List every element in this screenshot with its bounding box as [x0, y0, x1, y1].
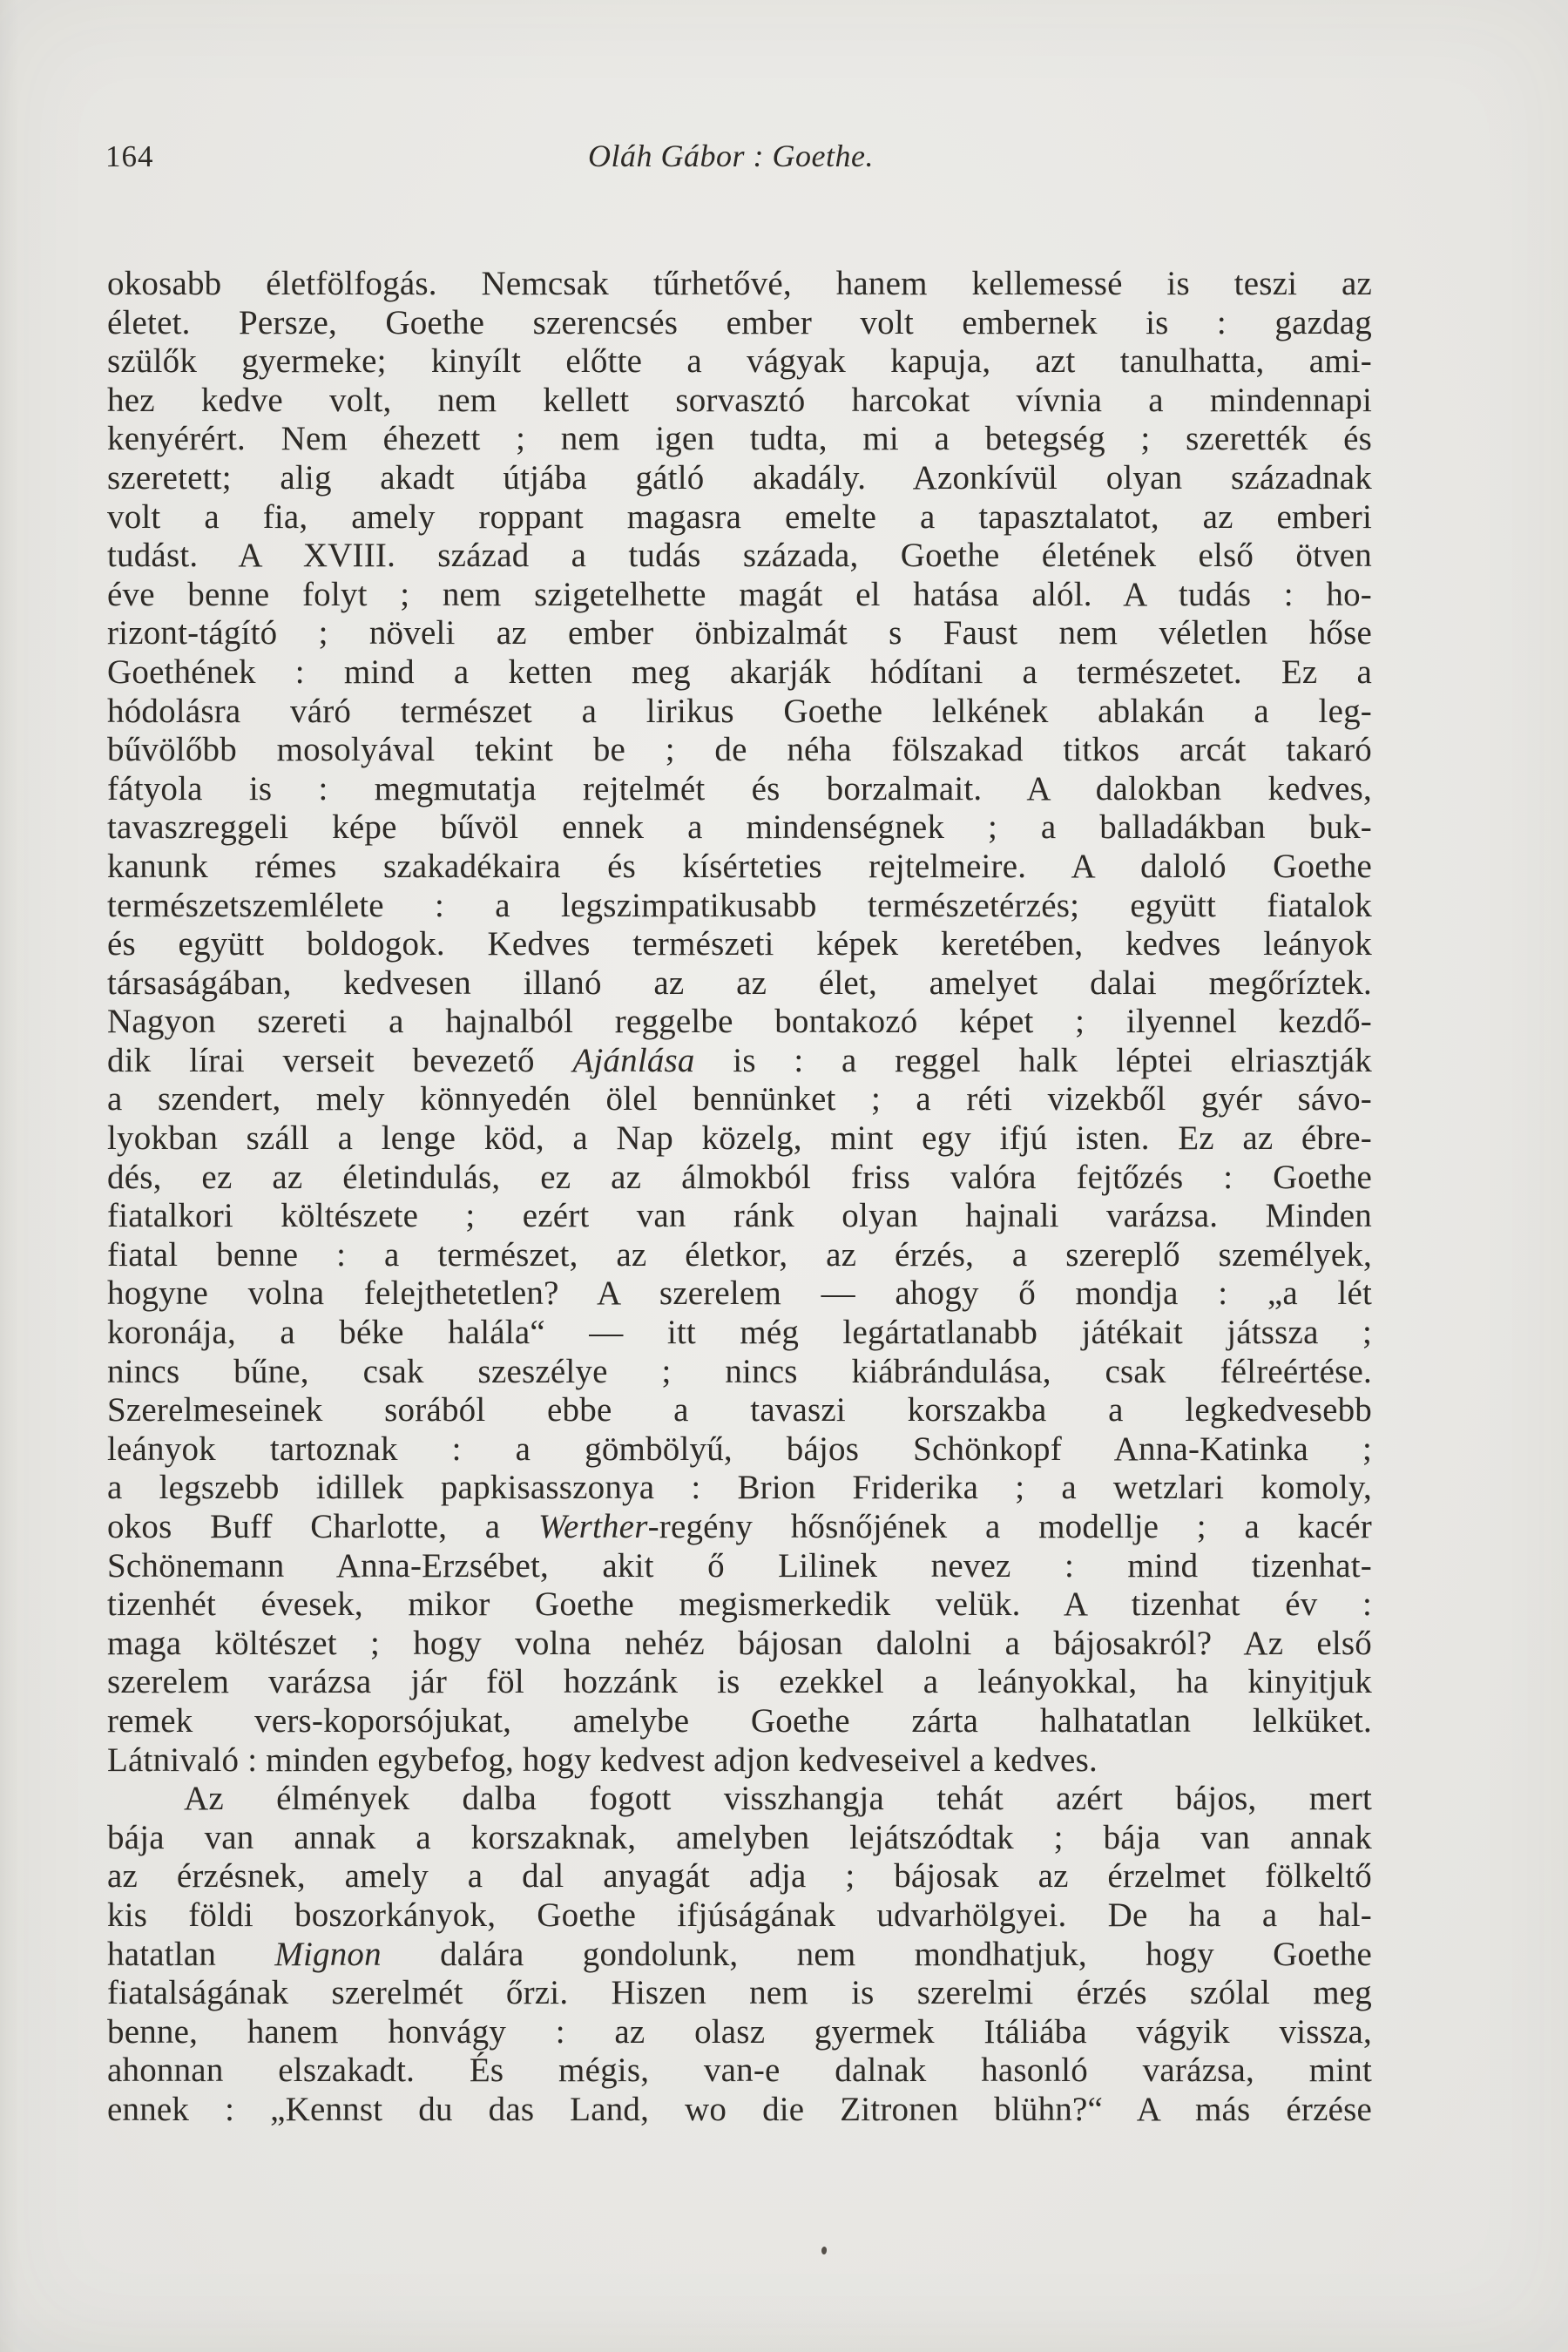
text-segment: hódolásra váró természet a lirikus Goethe lelkének ablakán a leg-	[107, 692, 1372, 730]
text-segment: -regény hősnőjének a modellje ; a kacér	[647, 1508, 1372, 1545]
text-line	[107, 1625, 1372, 1664]
text-line	[107, 1974, 1372, 2013]
text-line	[107, 2091, 1372, 2130]
text-line	[107, 693, 1372, 732]
text-line	[107, 1197, 1372, 1236]
italic-text-segment: Mignon	[274, 1935, 382, 1973]
text-segment: Nagyon szereti a hajnalból reggelbe bontakozó képet ; ilyennel kezdő-	[107, 1003, 1372, 1041]
text-segment: bája van annak a korszaknak, amelyben lejátszódtak ; bája van annak	[107, 1818, 1372, 1856]
text-line	[107, 653, 1372, 693]
text-line	[107, 1119, 1372, 1159]
text-line	[107, 1274, 1372, 1314]
text-line	[107, 964, 1372, 1004]
text-segment: társaságában, kedvesen illanó az az élet, amelyet dalai megőríztek.	[107, 963, 1372, 1002]
text-line	[107, 2051, 1372, 2091]
text-line	[107, 1314, 1372, 1353]
text-segment: lyokban száll a lenge köd, a Nap közelg, mint egy ifjú isten. Ez az ébre-	[107, 1119, 1372, 1158]
body-text	[107, 265, 1372, 2130]
text-segment: és együtt boldogok. Kedves természeti képek keretében, kedves leányok	[107, 925, 1372, 963]
text-line	[107, 498, 1372, 537]
text-segment: kis földi boszorkányok, Goethe ifjúságának udvarhölgyei. De ha a hal-	[107, 1896, 1372, 1934]
text-segment: kanunk rémes szakadékaira és kísérteties rejtelmeire. A daloló Goethe	[107, 847, 1372, 885]
running-header: Oláh Gábor : Goethe.	[588, 139, 874, 173]
text-segment: természetszemlélete : a legszimpatikusabb természetérzés; együtt fiatalok	[107, 886, 1372, 924]
text-line	[107, 1469, 1372, 1508]
text-segment: Goethének : mind a ketten meg akarják hódítani a természetet. Ez a	[107, 652, 1372, 691]
text-segment: szülők gyermeke; kinyílt előtte a vágyak kapuja, azt tanulhatta, ami-	[107, 342, 1372, 381]
text-line	[107, 770, 1372, 809]
text-segment: tudást. A XVIII. század a tudás százada, Goethe életének első ötven	[107, 537, 1372, 575]
text-segment: okos Buff Charlotte, a	[107, 1508, 538, 1545]
text-line	[107, 576, 1372, 615]
text-line	[107, 1896, 1372, 1936]
text-segment: rizont-tágító ; növeli az ember önbizalmát s Faust nem véletlen hőse	[107, 614, 1372, 652]
text-segment: fátyola is : megmutatja rejtelmét és borzalmait. A dalokban kedves,	[107, 769, 1372, 808]
text-segment: hatatlan	[107, 1935, 275, 1973]
text-line	[107, 1547, 1372, 1586]
text-segment: koronája, a béke halála“ — itt még legártatlanabb játékait játssza ;	[107, 1314, 1372, 1352]
text-segment: Szerelmeseinek sorából ebbe a tavaszi korszakba a legkedvesebb	[107, 1391, 1372, 1429]
text-line	[107, 2013, 1372, 2052]
text-segment: okosabb életfölfogás. Nemcsak tűrhetővé, hanem kellemessé is teszi az	[107, 265, 1372, 302]
text-segment: hez kedve volt, nem kellett sorvasztó harcokat vívnia a mindennapi	[107, 381, 1372, 419]
text-line	[107, 808, 1372, 848]
text-segment: leányok tartoznak : a gömbölyű, bájos Schönkopf Anna-Katinka ;	[107, 1429, 1372, 1468]
text-segment: dalára gondolunk, nem mondhatjuk, hogy Goethe	[381, 1935, 1372, 1973]
italic-text-segment: Werther	[537, 1508, 648, 1545]
text-line	[107, 537, 1372, 576]
text-segment: életet. Persze, Goethe szerencsés ember volt embernek is : gazdag	[107, 303, 1372, 341]
text-line	[107, 1819, 1372, 1858]
text-segment: ennek : „Kennst du das Land, wo die Zitronen blühn?“ A más érzése	[107, 2090, 1372, 2128]
text-segment: is : a reggel halk léptei elriasztják	[694, 1041, 1372, 1079]
text-line	[107, 887, 1372, 926]
text-segment: maga költészet ; hogy volna nehéz bájosan dalolni a bájosakról? Az első	[107, 1624, 1372, 1662]
text-line	[107, 1042, 1372, 1081]
text-segment: Látnivaló : minden egybefog, hogy kedvest adjon kedveseivel a kedves.	[107, 1740, 1098, 1779]
text-line	[107, 925, 1372, 964]
text-line	[107, 265, 1372, 304]
text-line	[107, 382, 1372, 421]
text-line	[107, 420, 1372, 459]
text-line	[107, 614, 1372, 653]
text-segment: bűvölőbb mosolyával tekint be ; de néha fölszakad titkos arcát takaró	[107, 731, 1372, 769]
text-line	[107, 1353, 1372, 1392]
italic-text-segment: Ajánlása	[572, 1041, 695, 1079]
text-segment: tavaszreggeli képe bűvöl ennek a mindenségnek ; a balladákban buk-	[107, 808, 1372, 847]
text-segment: a szendert, mely könnyedén ölel bennünket ; a réti vizekből gyér sávo-	[107, 1080, 1372, 1119]
text-line	[107, 1508, 1372, 1547]
text-segment: dés, ez az életindulás, ez az álmokból friss valóra fejtőzés : Goethe	[107, 1158, 1372, 1196]
text-line	[107, 1585, 1372, 1625]
text-line	[107, 1663, 1372, 1702]
text-segment: a legszebb idillek papkisasszonya : Brion Friderika ; a wetzlari komoly,	[107, 1469, 1372, 1507]
text-segment: ahonnan elszakadt. És mégis, van-e dalnak hasonló varázsa, mint	[107, 2051, 1372, 2090]
text-segment: Schönemann Anna-Erzsébet, akit ő Lilinek nevez : mind tizenhat-	[107, 1546, 1372, 1585]
text-segment: kenyérért. Nem éhezett ; nem igen tudta, mi a betegség ; szerették és	[107, 420, 1372, 458]
text-segment: volt a fia, amely roppant magasra emelte a tapasztalatot, az emberi	[107, 497, 1372, 536]
text-segment: hogyne volna felejthetetlen? A szerelem — ahogy ő mondja : „a lét	[107, 1274, 1372, 1313]
text-line	[107, 1159, 1372, 1198]
text-segment: dik lírai verseit bevezető	[107, 1041, 573, 1079]
text-line	[107, 1741, 1372, 1781]
text-segment: fiatal benne : a természet, az életkor, az érzés, a szereplő személyek,	[107, 1235, 1372, 1274]
text-line	[107, 1430, 1372, 1470]
text-segment: fiatalságának szerelmét őrzi. Hiszen nem is szerelmi érzés szólal meg	[107, 1974, 1372, 2012]
text-segment: az érzésnek, amely a dal anyagát adja ; bájosak az érzelmet fölkeltő	[107, 1857, 1372, 1896]
text-line	[107, 1780, 1372, 1819]
text-segment: szeretett; alig akadt útjába gátló akadály. Azonkívül olyan századnak	[107, 458, 1372, 497]
text-segment: fiatalkori költészete ; ezért van ránk olyan hajnali varázsa. Minden	[107, 1197, 1372, 1235]
text-segment: benne, hanem honvágy : az olasz gyermek Itáliába vágyik vissza,	[107, 2012, 1372, 2051]
text-line	[107, 1003, 1372, 1042]
text-line	[107, 1391, 1372, 1430]
text-line	[107, 304, 1372, 343]
text-line	[107, 731, 1372, 770]
text-line	[107, 1236, 1372, 1275]
text-segment: szerelem varázsa jár föl hozzánk is ezekkel a leányokkal, ha kinyitjuk	[107, 1663, 1372, 1701]
text-segment: Az élmények dalba fogott visszhangja tehát azért bájos, mert	[184, 1780, 1372, 1818]
text-line	[107, 848, 1372, 887]
text-line	[107, 342, 1372, 382]
text-line	[107, 459, 1372, 498]
page-number: 164	[105, 139, 154, 173]
ink-speck-artifact	[821, 2247, 827, 2255]
text-segment: remek vers-koporsójukat, amelybe Goethe zárta halhatatlan lelküket.	[107, 1701, 1372, 1740]
text-segment: éve benne folyt ; nem szigetelhette magát el hatása alól. A tudás : ho-	[107, 575, 1372, 613]
text-segment: tizenhét évesek, mikor Goethe megismerkedik velük. A tizenhat év :	[107, 1585, 1372, 1624]
text-line	[107, 1936, 1372, 1975]
text-segment: nincs bűne, csak szeszélye ; nincs kiábrándulása, csak félreértése.	[107, 1352, 1372, 1390]
text-line	[107, 1702, 1372, 1741]
text-line	[107, 1080, 1372, 1119]
text-line	[107, 1857, 1372, 1896]
